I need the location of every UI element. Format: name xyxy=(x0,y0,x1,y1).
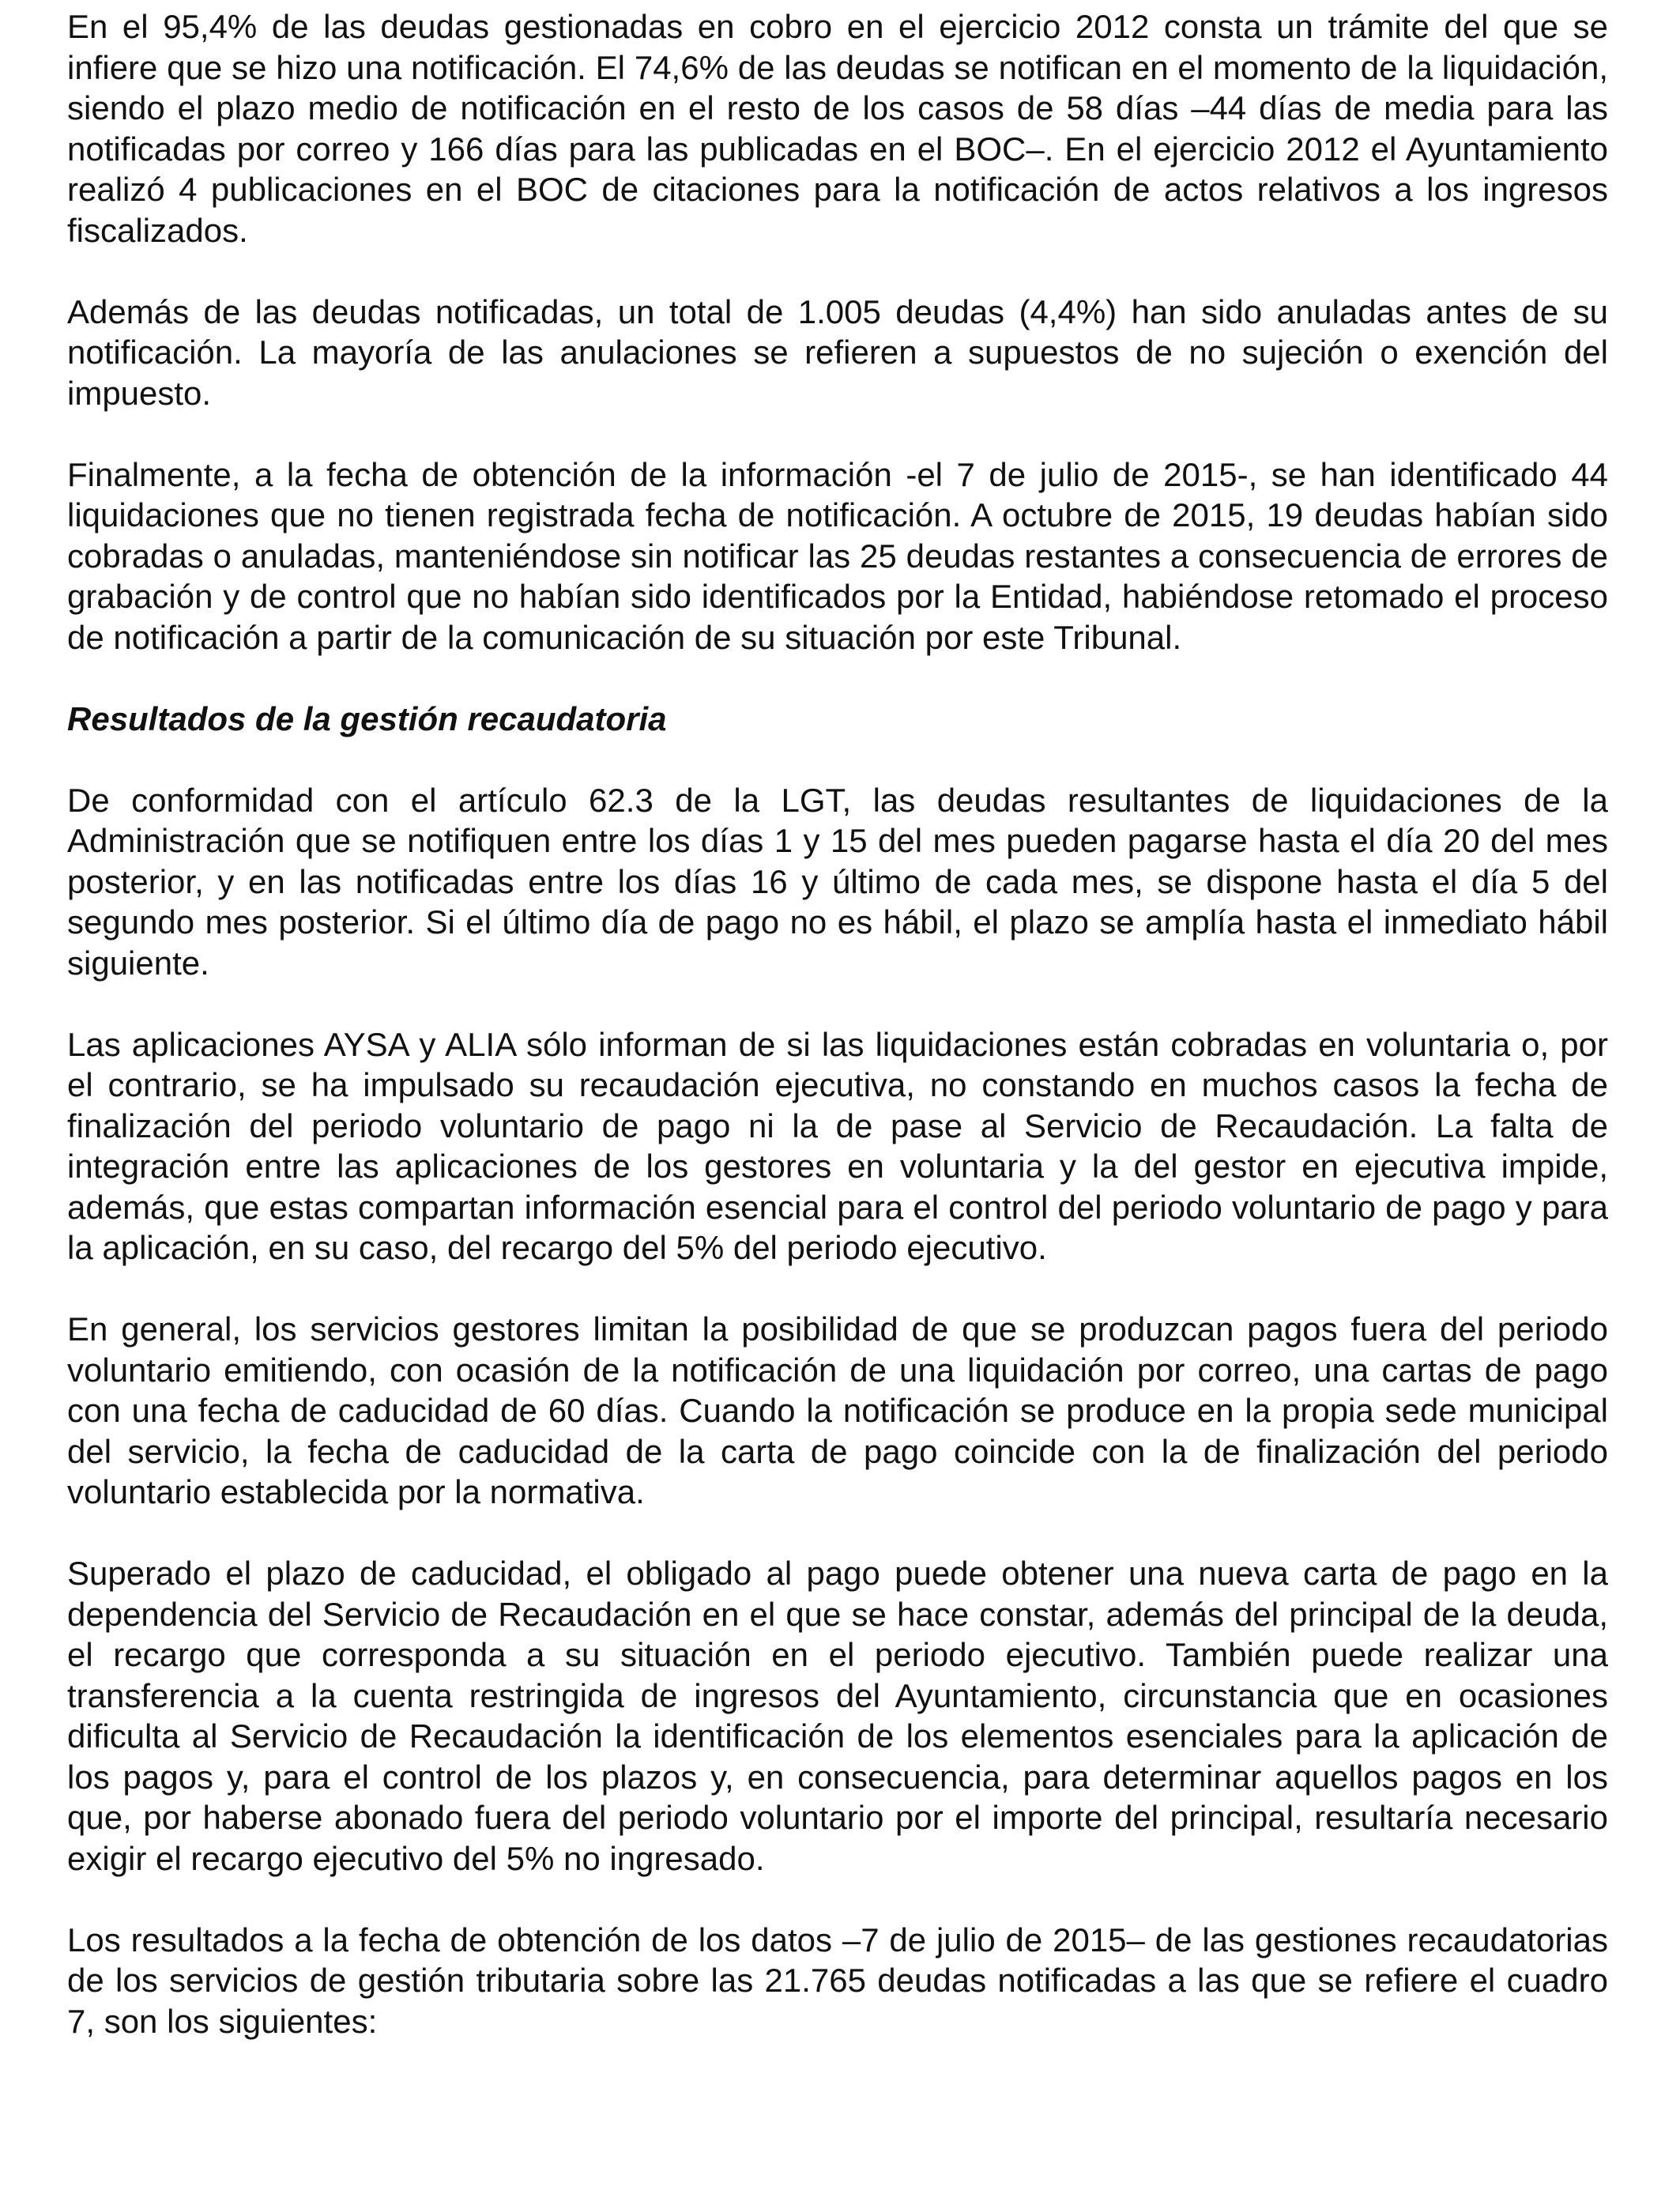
paragraph-payment-letters: En general, los servicios gestores limitan la posibilidad de que se produzcan pagos fuera del periodo voluntario emitiendo, con ocasión de la notificación de una liquidación por correo, una cartas de pago con una fecha de caducidad de 60 días. Cuando la notificación se produce en la propia sede municipal del servicio, la fecha de caducidad de la carta de pago coincide con la de finalización del periodo voluntario establecida por la normativa. xyxy=(67,1310,1608,1510)
paragraph-lgt-article: De conformidad con el artículo 62.3 de la LGT, las deudas resultantes de liquidaciones de la Administración que se notifiquen entre los días 1 y 15 del mes pueden pagarse hasta el día 20 del mes posterior, y en las notificadas entre los días 16 y último de cada mes, se dispone hasta el día 5 del segundo mes posterior. Si el último día de pago no es hábil, el plazo se amplía hasta el inmediato hábil siguiente. xyxy=(67,781,1608,982)
paragraph-results-intro: Los resultados a la fecha de obtención de los datos –7 de julio de 2015– de las gestiones recaudatorias de los servicios de gestión tributaria sobre las 21.765 deudas notificadas a las que se refiere el cuadro 7, son los siguientes: xyxy=(67,1921,1608,2040)
paragraph-annulled-debts: Además de las deudas notificadas, un total de 1.005 deudas (4,4%) han sido anuladas antes de su notificación. La mayoría de las anulaciones se refieren a supuestos de no sujeción o exención del impuesto. xyxy=(67,292,1608,412)
paragraph-expiry-period: Superado el plazo de caducidad, el obligado al pago puede obtener una nueva carta de pago en la dependencia del Servicio de Recaudación en el que se hace constar, además del principal de la deuda, el recargo que corresponda a su situación en el periodo ejecutivo. También puede realizar una transferencia a la cuenta restringida de ingresos del Ayuntamiento, circunstancia que en ocasiones dificulta al Servicio de Recaudación la identificación de los elementos esenciales para la aplicación de los pagos y, para el control de los plazos y, en consecuencia, para determinar aquellos pagos en los que, por haberse abonado fuera del periodo voluntario por el importe del principal, resultaría necesario exigir el recargo ejecutivo del 5% no ingresado. xyxy=(67,1555,1608,1877)
paragraph-notification-stats: En el 95,4% de las deudas gestionadas en cobro en el ejercicio 2012 consta un trámite del que se infiere que se hizo una notificación. El 74,6% de las deudas se notifican en el momento de la liquidación, siendo el plazo medio de notificación en el resto de los casos de 58 días –44 días de media para las notificadas por correo y 166 días para las publicadas en el BOC–. En el ejercicio 2012 el Ayuntamiento realizó 4 publicaciones en el BOC de citaciones para la notificación de actos relativos a los ingresos fiscalizados. xyxy=(67,8,1608,249)
paragraph-unnotified-liquidations: Finalmente, a la fecha de obtención de la información -el 7 de julio de 2015-, se han identificado 44 liquidaciones que no tienen registrada fecha de notificación. A octubre de 2015, 19 deudas habían sido cobradas o anuladas, manteniéndose sin notificar las 25 deudas restantes a consecuencia de errores de grabación y de control que no habían sido identificados por la Entidad, habiéndose retomado el proceso de notificación a partir de la comunicación de su situación por este Tribunal. xyxy=(67,455,1608,656)
document-page xyxy=(67,6,1608,2083)
paragraph-aysa-alia: Las aplicaciones AYSA y ALIA sólo informan de si las liquidaciones están cobradas en voluntaria o, por el contrario, se ha impulsado su recaudación ejecutiva, no constando en muchos casos la fecha de finalización del periodo voluntario de pago ni la de pase al Servicio de Recaudación. La falta de integración entre las aplicaciones de los gestores en voluntaria y la del gestor en ejecutiva impide, además, que estas compartan información esencial para el control del periodo voluntario de pago y para la aplicación, en su caso, del recargo del 5% del periodo ejecutivo. xyxy=(67,1025,1608,1266)
section-heading: Resultados de la gestión recaudatoria xyxy=(67,699,667,737)
